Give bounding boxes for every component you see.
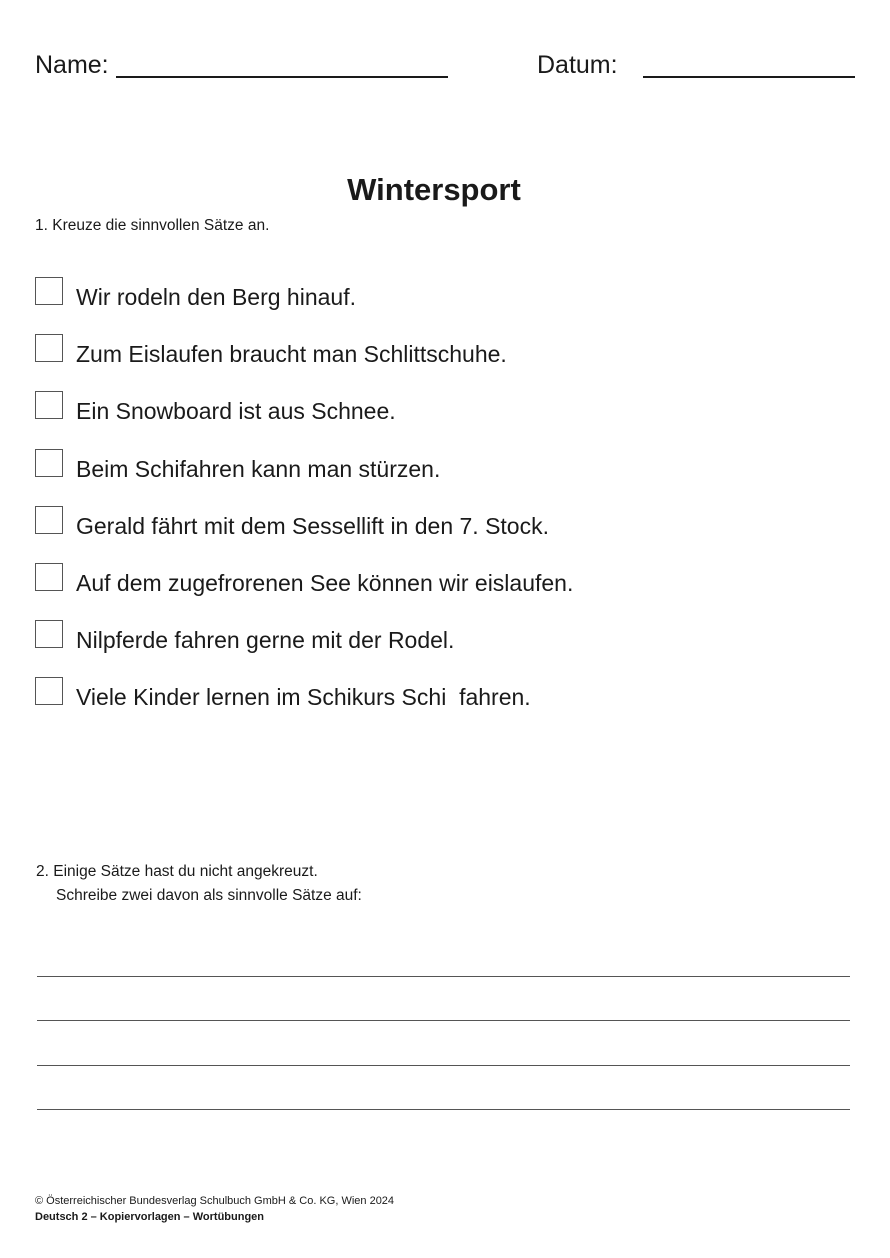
writing-line-1[interactable] (37, 976, 850, 977)
copyright-notice: © Österreichischer Bundesverlag Schulbuch GmbH & Co. KG, Wien 2024 (35, 1195, 395, 1207)
sentence-text: Wir rodeln den Berg hinauf. (76, 284, 356, 310)
checkbox[interactable] (35, 506, 63, 534)
checkbox[interactable] (35, 449, 63, 477)
checkbox[interactable] (35, 677, 63, 705)
writing-line-2[interactable] (37, 1020, 850, 1021)
checkbox[interactable] (35, 277, 63, 305)
writing-line-3[interactable] (37, 1065, 850, 1066)
checkbox[interactable] (35, 620, 63, 648)
sentence-text: Beim Schifahren kann man stürzen. (76, 455, 441, 482)
name-field[interactable] (116, 76, 448, 78)
sentence-text: Nilpferde fahren gerne mit der Rodel. (76, 627, 455, 654)
name-label: Name: (35, 51, 109, 79)
task1-instruction: 1. Kreuze die sinnvollen Sätze an. (35, 217, 270, 234)
checkbox[interactable] (35, 563, 63, 591)
date-label: Datum: (537, 51, 618, 79)
series-title: Deutsch 2 – Kopiervorlagen – Wortübungen (35, 1211, 264, 1223)
task2-instruction-line2: Schreibe zwei davon als sinnvolle Sätze auf: (56, 887, 362, 904)
checkbox[interactable] (35, 334, 63, 362)
page-title: Wintersport (347, 172, 521, 207)
writing-line-4[interactable] (37, 1109, 850, 1110)
sentence-text: Auf dem zugefrorenen See können wir eislaufen. (76, 569, 574, 596)
sentence-text: Viele Kinder lernen im Schikurs Schi fahren. (76, 684, 531, 711)
sentence-text: Gerald fährt mit dem Sessellift in den 7. Stock. (76, 512, 549, 539)
checkbox[interactable] (35, 391, 63, 419)
date-field[interactable] (643, 76, 855, 78)
task2-instruction-line1: 2. Einige Sätze hast du nicht angekreuzt. (36, 863, 318, 880)
sentence-text: Ein Snowboard ist aus Schnee. (76, 398, 396, 425)
sentence-text: Zum Eislaufen braucht man Schlittschuhe. (76, 341, 507, 368)
